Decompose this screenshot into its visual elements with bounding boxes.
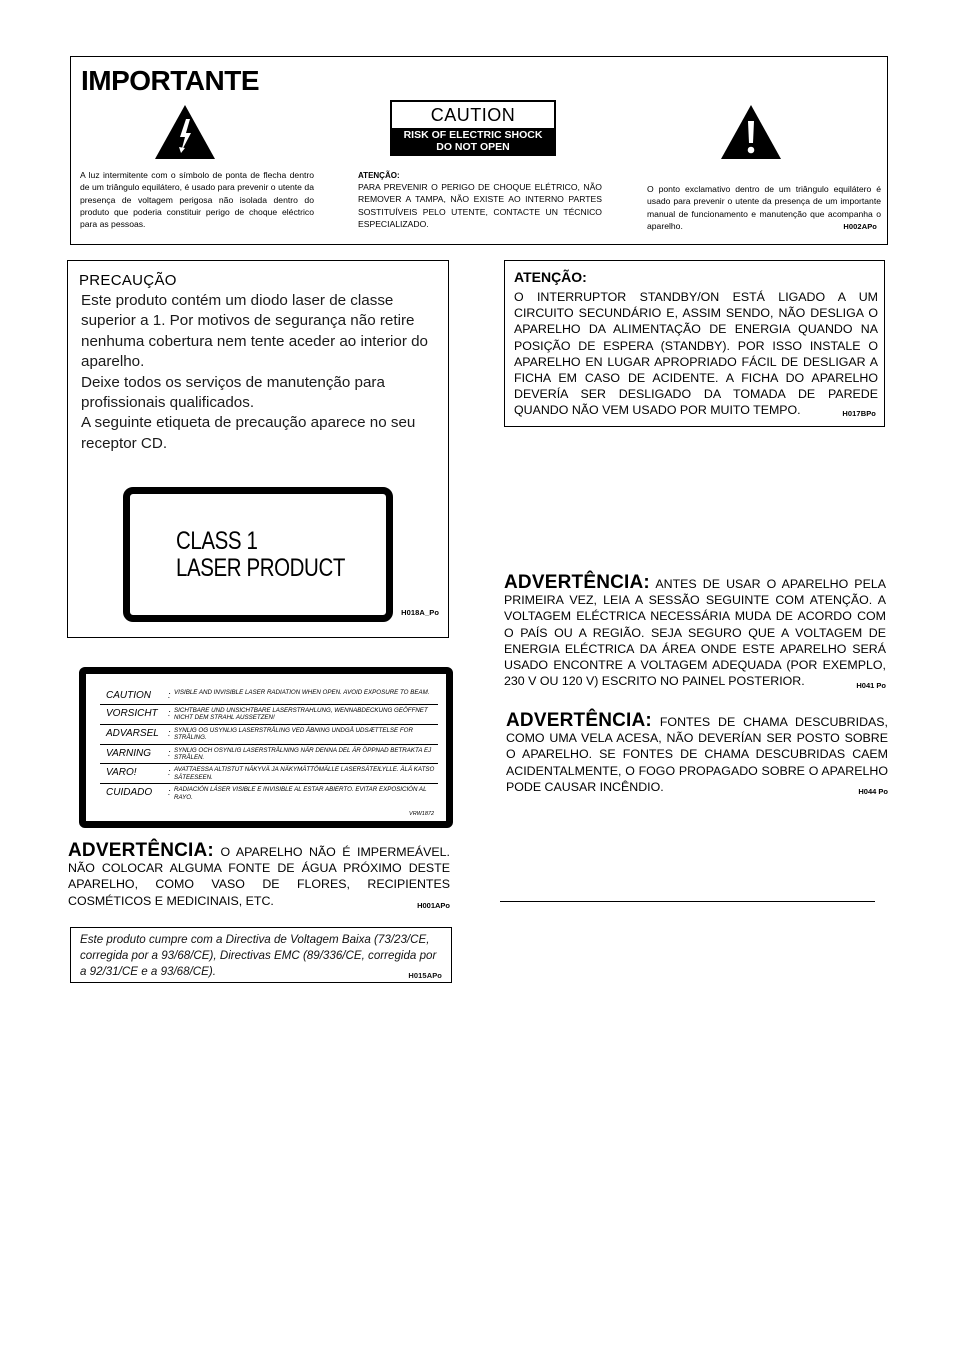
advertencia-voltage-text: ANTES DE USAR O APARELHO PELA PRIMEIRA VEZ, LEIA A SESSÃO SEGUINTE COM ATENÇÃO. A VOLTAGEM ELÉCTRICA NECESSÁRIA MUDA DE ACORDO COM O PAÍS OU A REGIÃO. SEJA SEGURO QUE A VOLTAGEM DE ENERGIA ELÉCTRICA DA ÁREA ONDE ESTE APARELHO SERÁ USADO ENCONTRE A VOLTAGEM ADEQUADA (POR EXEMPLO, 230 V OU 120 V) ESCRITO NO PAINEL POSTERIOR. <box>504 577 886 689</box>
class-label-line2: LASER PRODUCT <box>176 554 345 582</box>
lightning-explanation: A luz intermitente com o símbolo de ponta de flecha dentro de um triângulo equilátero, é usado para prevenir o utente da presença de voltagem perigosa não isolada dentro do produto que poderia constituir perigo de choque eléctrico para as pessoas. <box>80 170 314 230</box>
advertencia-voltage <box>504 572 886 694</box>
precaucao-code: H018A_Po <box>401 608 439 617</box>
atencao-small-text: PARA PREVENIR O PERIGO DE CHOQUE ELÉTRICO, NÃO REMOVER A TAMPA, NÃO EXISTE AO INTERNO PARTES SOSTITUÍVEIS PELO UTENTE, CONTACTE UN TÉCNICO ESPECIALIZADO. <box>358 182 602 229</box>
laser-row-word: ADVARSEL <box>100 724 168 744</box>
importante-box <box>70 56 888 245</box>
laser-warning-label <box>79 667 453 828</box>
advertencia-flame-text: FONTES DE CHAMA DESCUBRIDAS, COMO UMA VELA ACESA, NÃO DEVERÍAN SER POSTO SOBRE O APARELHO. SE FONTES DE CHAMA DESCUBRIDAS CAEM ACIDENTALMENTE, O FOGO PROPAGADO SOBRE O APARELHO PODE CAUSAR INCÊNDIO. <box>506 715 888 794</box>
laser-row-text: AVATTAESSA ALTISTUT NÄKYVÄ JA NÄKYMÄTTÖMÄLLE LASERSÄTEILYLLE. ÄLÄ KATSO SÄTEESEEN. <box>174 764 438 784</box>
atencao-code: H017BPo <box>842 409 876 418</box>
divider-line <box>500 901 875 902</box>
exclamation-explanation-text: O ponto exclamativo dentro de um triângulo equilátero é usado para prevenir o utente da presença de um importante manual de funcionamento e manutenção que acompanha o aparelho. <box>647 184 881 231</box>
directive-text: Este produto cumpre com a Directiva de Voltagem Baixa (73/23/CE, corregida por a 93/68/CE), Directivas EMC (89/336/CE, corregida por a 92/31/CE e a 93/68/CE). <box>80 933 437 979</box>
importante-code: H002APo <box>843 221 877 231</box>
class-label-text <box>176 528 345 582</box>
lightning-triangle-icon <box>153 103 217 161</box>
laser-row-colon: : <box>168 687 174 705</box>
laser-warning-table <box>100 687 438 803</box>
laser-row-word: CUIDADO <box>106 787 153 799</box>
exclamation-explanation <box>647 183 881 233</box>
directive-code: H015APo <box>408 971 442 981</box>
advertencia-water-text: O APARELHO NÃO É IMPERMEÁVEL. NÃO COLOCAR ALGUMA FONTE DE ÁGUA PRÓXIMO DESTE APARELHO, COMO VASO DE FLORES, RECIPIENTES COSMÉTICOS E MEDICINAIS, ETC. <box>68 845 450 908</box>
precaucao-box <box>67 260 449 638</box>
laser-row <box>100 705 438 725</box>
advertencia-water-code: H001APo <box>417 900 450 910</box>
exclamation-triangle-icon <box>719 103 783 161</box>
advertencia-flame <box>506 710 888 800</box>
laser-row-text: SICHTBARE UND UNSICHTBARE LASERSTRAHLUNG, WENNABDECKUNG GEÖFFNET NICHT DEM STRAHL AUSSETZEN! <box>174 705 438 725</box>
laser-row-text: RADIACIÓN LÁSER VISIBLE E INVISIBLE AL ESTAR ABIERTO. EVITAR EXPOSICIÓN AL RAYO. <box>174 786 427 801</box>
caution-label-bottom <box>392 128 554 154</box>
laser-row-word: CAUTION <box>100 687 168 705</box>
laser-row <box>100 784 438 803</box>
caution-label-top: CAUTION <box>430 105 516 125</box>
atencao-text: O INTERRUPTOR STANDBY/ON ESTÁ LIGADO A UM CIRCUITO SECUNDÁRIO E, ASSIM SENDO, NÃO DESLIGA O APARELHO DA ALIMENTAÇÃO DE ENERGIA QUANDO NA POSIÇÃO DE ESPERA (STANDBY). POR ISSO INSTALE O APARELHO EN LUGAR APROPRIADO FÁCIL DE DESLIGAR A FICHA EM CASO DE ACIDENTE. A FICHA DO APARELHO DEVERÍA SER DESLIGADO DA TOMADA DE PAREDE QUANDO NÃO VEM USADO POR MUITO TEMPO. <box>514 290 878 418</box>
atencao-small-block <box>358 171 602 230</box>
laser-row <box>100 724 438 744</box>
directive-box <box>70 927 452 983</box>
directive-body <box>80 932 442 985</box>
precaucao-body <box>81 291 443 454</box>
precaucao-para1: Este produto contém um diodo laser de classe superior a 1. Por motivos de segurança não retire nenhuma cobertura nem tente aceder ao interior do aparelho. <box>81 292 428 371</box>
caution-label-line2: DO NOT OPEN <box>436 140 510 153</box>
advertencia-voltage-head: ADVERTÊNCIA: <box>504 572 650 593</box>
laser-row-text: VISIBLE AND INVISIBLE LASER RADIATION WHEN OPEN. AVOID EXPOSURE TO BEAM. <box>174 687 438 705</box>
laser-row-colon: : <box>168 724 174 744</box>
precaucao-para3: A seguinte etiqueta de precaução aparece no seu receptor CD. <box>81 414 416 452</box>
laser-row <box>100 744 438 764</box>
laser-row-colon: : <box>168 705 174 725</box>
laser-row <box>100 764 438 784</box>
advertencia-voltage-code: H041 Po <box>856 681 886 691</box>
laser-label-code: VRW1872 <box>409 811 434 817</box>
atencao-title: ATENÇÃO: <box>514 269 587 285</box>
laser-row-word: VARNING <box>100 744 168 764</box>
importante-title: IMPORTANTE <box>81 65 260 96</box>
laser-row-word: VORSICHT <box>100 705 168 725</box>
atencao-small-label: ATENÇÃO: <box>358 171 400 180</box>
precaucao-title: PRECAUÇÃO <box>79 272 177 289</box>
class1-laser-label <box>123 487 393 622</box>
advertencia-water <box>68 840 450 914</box>
class-label-line1: CLASS 1 <box>176 527 258 555</box>
laser-row-text: SYNLIG OG USYNLIG LASERSTRÅLING VED ÅBNING UNDGÅ UDSÆTTELSE FOR STRÅLING. <box>174 724 438 744</box>
laser-row-colon: : <box>168 787 171 798</box>
laser-row-colon: : <box>168 744 174 764</box>
laser-row <box>100 687 438 705</box>
laser-row-word: VARO! <box>100 764 168 784</box>
caution-label-line1: RISK OF ELECTRIC SHOCK <box>403 129 543 141</box>
precaucao-para2: Deixe todos os serviços de manutenção para profissionais qualificados. <box>81 373 385 412</box>
advertencia-flame-code: H044 Po <box>858 786 888 796</box>
caution-shock-label <box>390 100 556 156</box>
atencao-box <box>504 260 885 427</box>
laser-row-colon: : <box>168 764 174 784</box>
advertencia-water-head: ADVERTÊNCIA: <box>68 840 214 861</box>
laser-row-text: SYNLIG OCH OSYNLIG LASERSTRÅLNING NÄR DENNA DEL ÄR ÖPPNAD BETRAKTA EJ STRÅLEN. <box>174 744 438 764</box>
advertencia-flame-head: ADVERTÊNCIA: <box>506 710 652 731</box>
